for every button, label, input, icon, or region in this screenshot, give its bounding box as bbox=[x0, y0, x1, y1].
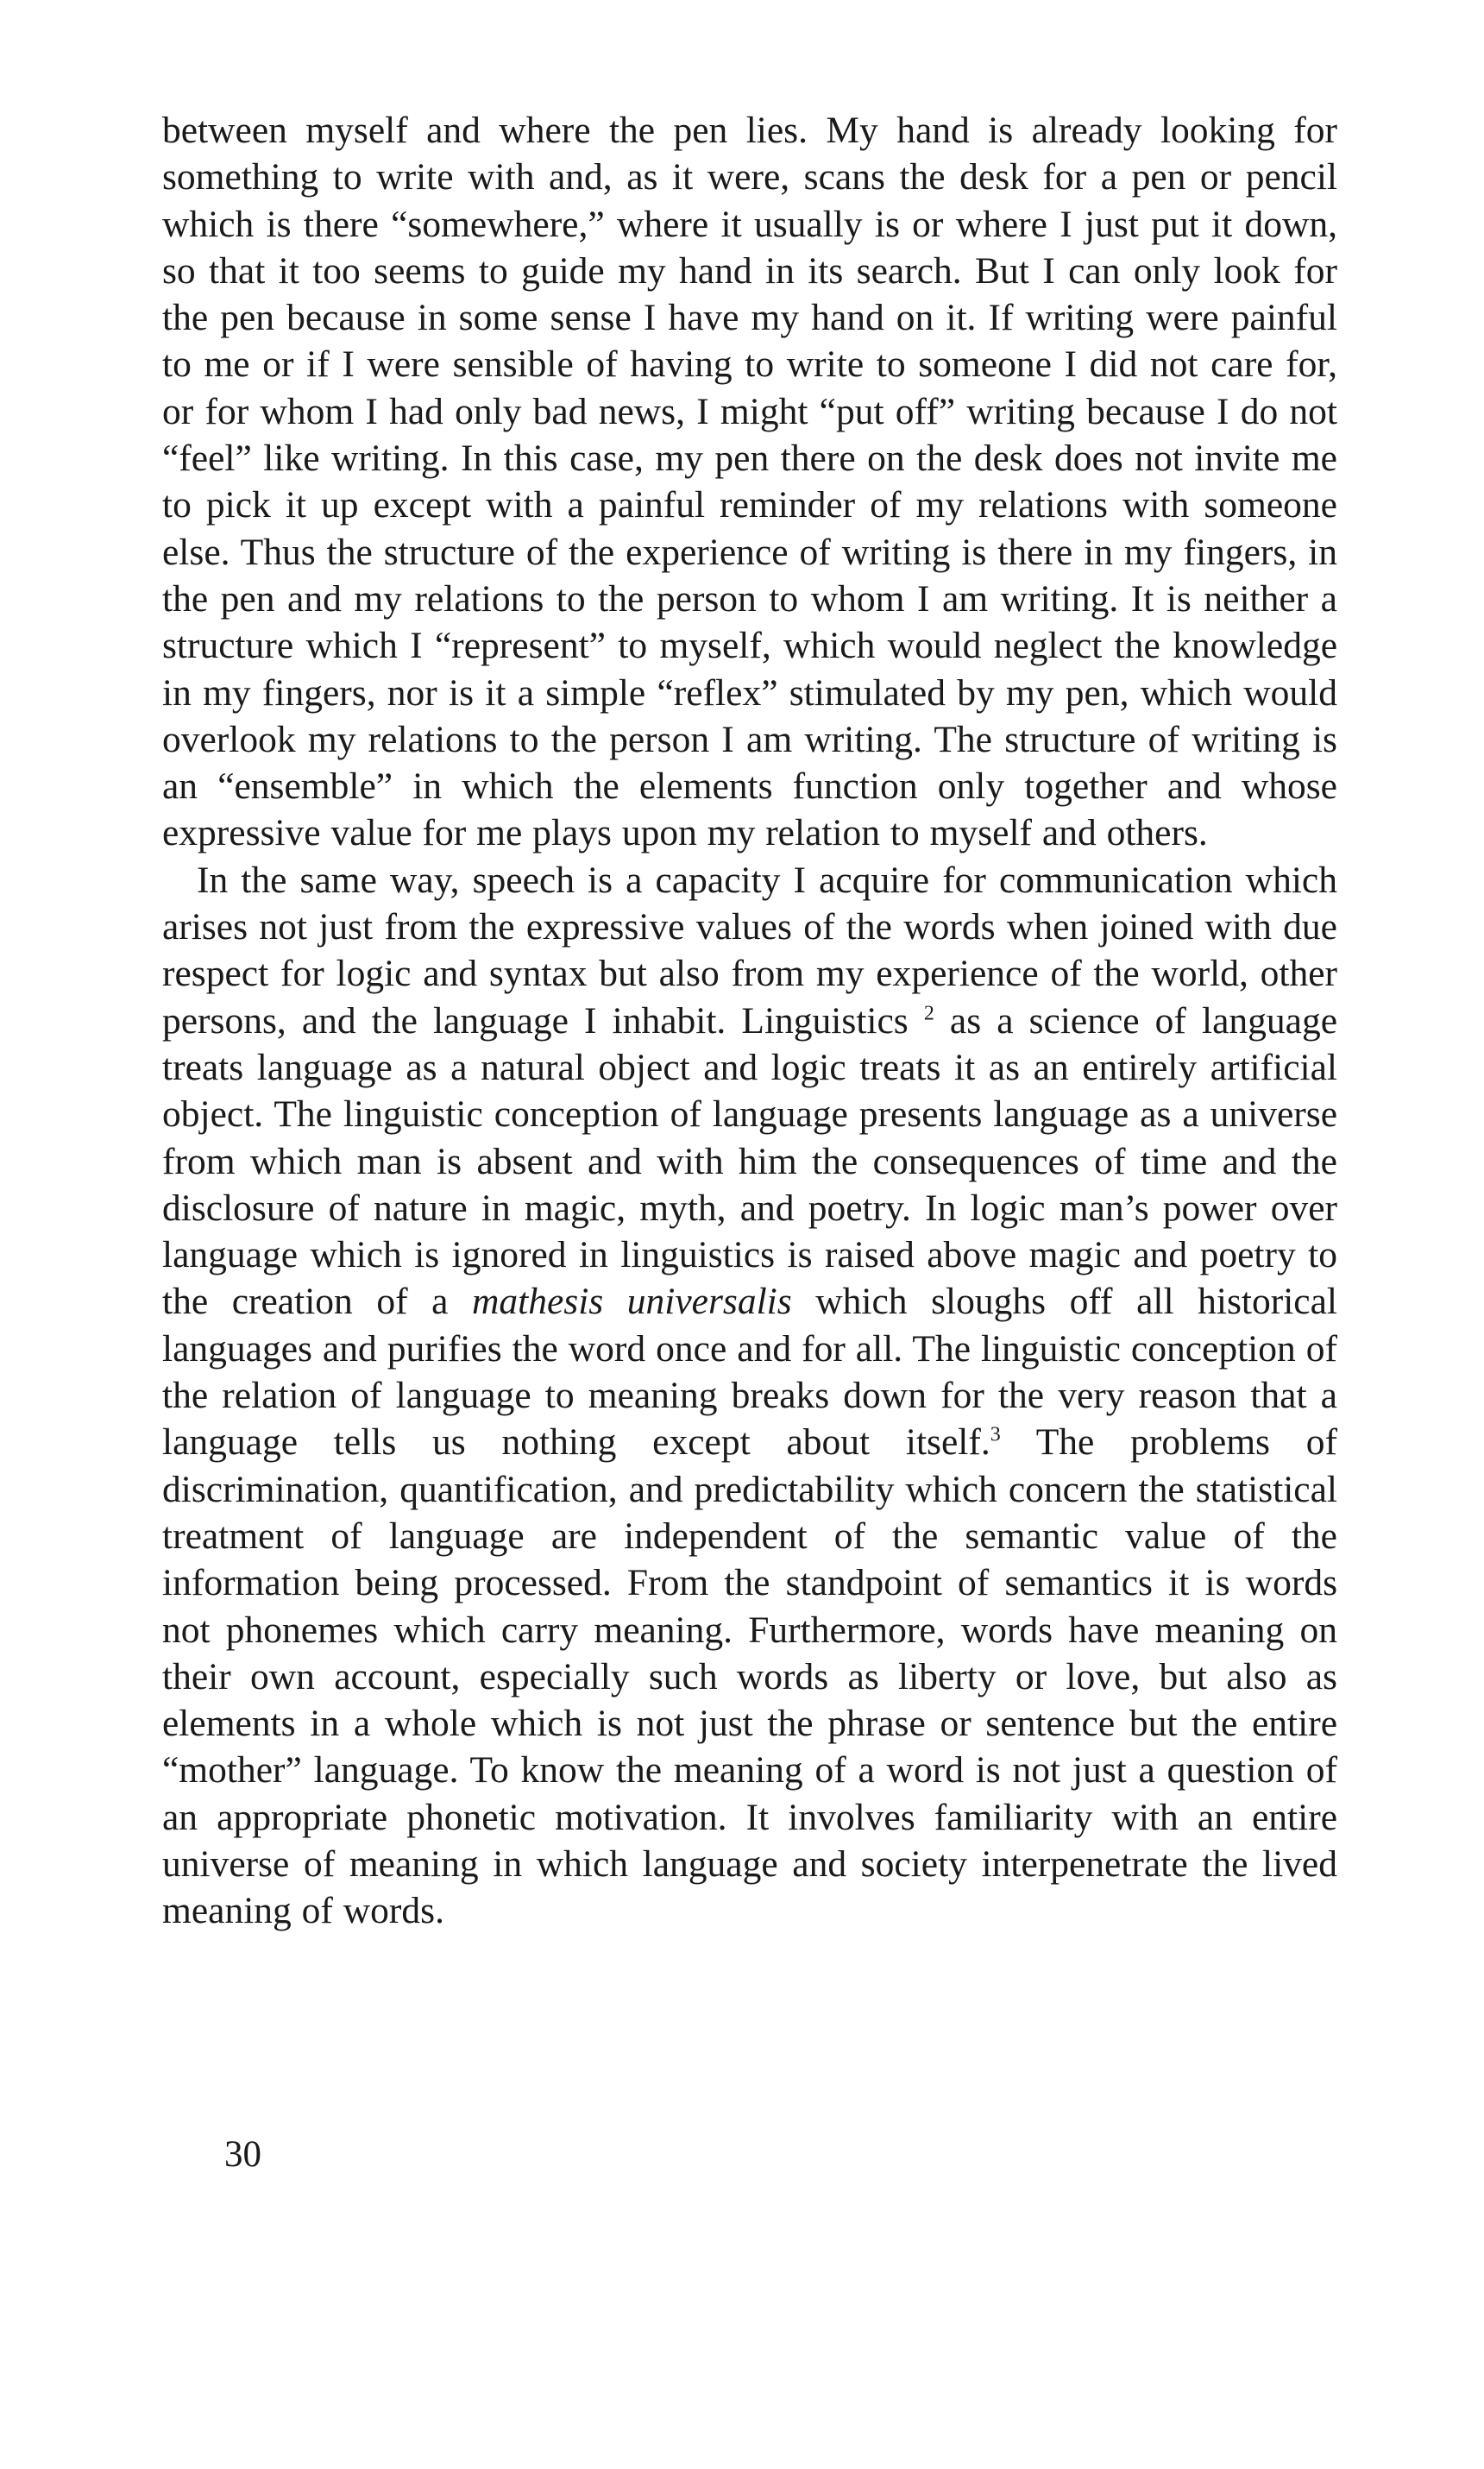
paragraph-2-text-d: The problems of discrimination, quantification, and predictability which concern the statistical treatment of language are independent of the semantic value of the information being processed. From the standpoint of semantics it is words not phonemes which carry meaning. Furthermore, words have meaning on their own account, especially such words as liberty or love, but also as elements in a whole which is not just the phrase or sentence but the entire “mother” language. To know the meaning of a word is not just a question of an appropriate phonetic motivation. It involves familiarity with an entire universe of meaning in which language and society interpenetrate the lived meaning of words. bbox=[162, 1421, 1337, 1932]
paragraph-2 bbox=[162, 857, 1337, 1935]
paragraph-2-text-c: which sloughs off all historical languages and purifies the word once and for all. The linguistic conception of the relation of language to meaning breaks down for the very reason that a language tells us nothing except about itself. bbox=[162, 1281, 1337, 1464]
paragraph-2-text-a: In the same way, speech is a capacity I acquire for communication which arises not just from the expressive values of the words when joined with due respect for logic and syntax but also from my experience of the world, other persons, and the language I inhabit. Linguistics bbox=[162, 859, 1337, 1042]
page-number: 30 bbox=[224, 2134, 261, 2175]
italic-term-mathesis-universalis: mathesis universalis bbox=[471, 1281, 792, 1323]
footnote-ref-2: 2 bbox=[923, 1002, 934, 1025]
paragraph-1-text: between myself and where the pen lies. My hand is already looking for something to write with and, as it were, scans the desk for a pen or pencil which is there “somewhere,” where it usually is or where I just put it down, so that it too seems to guide my hand in its search. But I can only look for the pen because in some sense I have my hand on it. If writing were painful to me or if I were sensible of having to write to someone I did not care for, or for whom I had only bad news, I might “put off” writing because I do not “feel” like writing. In this case, my pen there on the desk does not invite me to pick it up except with a painful reminder of my relations with someone else. Thus the structure of the experience of writing is there in my fingers, in the pen and my relations to the person to whom I am writing. It is neither a structure which I “represent” to myself, which would neglect the knowledge in my fingers, nor is it a simple “reflex” stimulated by my pen, which would overlook my relations to the person I am writing. The structure of writing is an “ensemble” in which the elements function only together and whose expressive value for me plays upon my relation to myself and others. bbox=[162, 110, 1337, 854]
footnote-ref-3: 3 bbox=[990, 1423, 1001, 1446]
paragraph-2-text-b: as a science of language treats language as a natural object and logic treats it as an entirely artificial object. The linguistic conception of language presents language as a universe from which man is absent and with him the consequences of time and the disclosure of nature in magic, myth, and poetry. In logic man’s power over language which is ignored in linguistics is raised above magic and poetry to the creation of a bbox=[162, 999, 1337, 1323]
page-body bbox=[162, 107, 1337, 1935]
paragraph-1 bbox=[162, 107, 1337, 857]
